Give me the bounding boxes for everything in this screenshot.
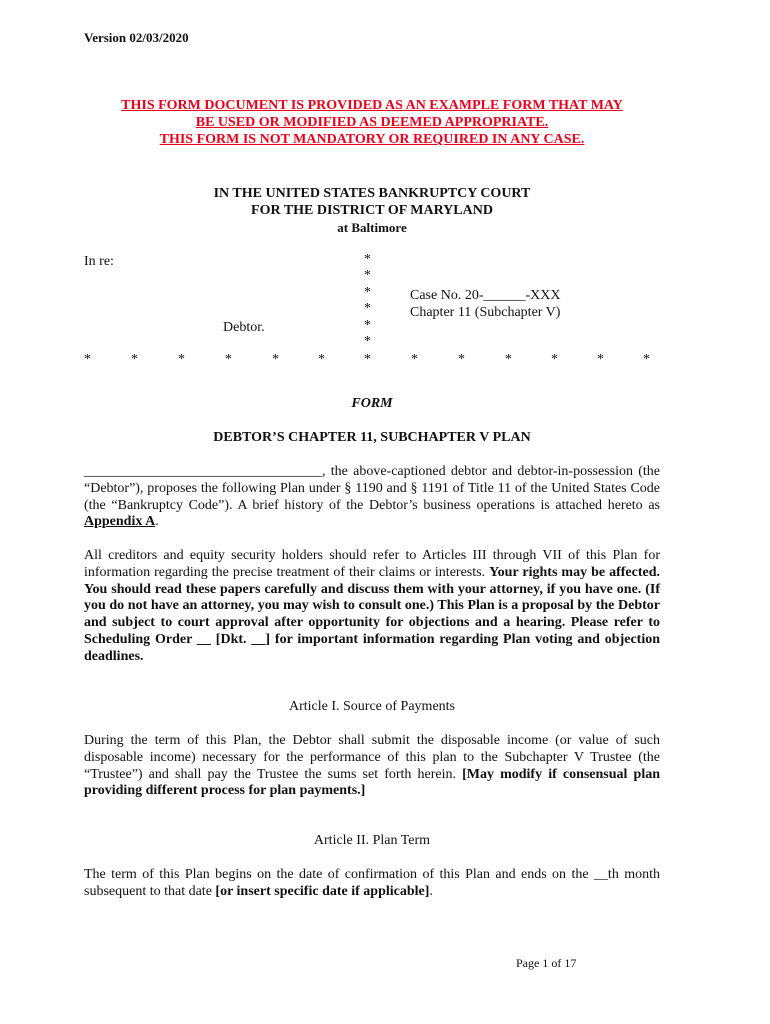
article-2-paragraph bbox=[84, 867, 660, 901]
intro-text: __________________________________, the above-captioned debtor and debtor-in-possession (the “Debtor”), proposes the following Plan under § 1190 and § 1191 of Title 11 of the United States Code (the “Bankruptcy Code”). A brief history of the Debtor’s business operations is attached hereto as bbox=[84, 464, 660, 513]
divider-star: * bbox=[318, 352, 325, 367]
divider-star: * bbox=[131, 352, 138, 367]
notice-line-2: BE USED OR MODIFIED AS DEEMED APPROPRIATE. bbox=[195, 115, 549, 130]
divider-star: * bbox=[505, 352, 512, 367]
in-re-label: In re: bbox=[84, 254, 114, 269]
article-2-heading: Article II. Plan Term bbox=[313, 833, 431, 848]
court-line-1: IN THE UNITED STATES BANKRUPTCY COURT bbox=[213, 186, 531, 201]
intro-paragraph bbox=[84, 464, 660, 531]
article-2-end: . bbox=[429, 883, 433, 899]
divider-star: * bbox=[364, 352, 371, 367]
divider-star: * bbox=[458, 352, 465, 367]
divider-star: * bbox=[84, 352, 91, 367]
creditors-paragraph bbox=[84, 548, 660, 666]
article-1-heading: Article I. Source of Payments bbox=[288, 699, 455, 714]
divider-star: * bbox=[364, 268, 371, 284]
divider-star: * bbox=[225, 352, 232, 367]
divider-star: * bbox=[643, 352, 650, 367]
article-2-text: The term of this Plan begins on the date of confirmation of this Plan and ends on the __th month subsequent to that date bbox=[84, 867, 660, 899]
divider-star: * bbox=[364, 317, 371, 333]
article-1-text: During the term of this Plan, the Debtor shall submit the disposable income (or value of such disposable income) necessary for the performance of this plan to the Subchapter V Trustee (the “Trustee”) and shall pay the Trustee the sums set forth herein. bbox=[84, 733, 660, 782]
divider-star: * bbox=[597, 352, 604, 367]
appendix-a-reference: Appendix A bbox=[84, 514, 156, 530]
rights-warning: Your rights may be affected. You should read these papers carefully and discuss them with your attorney, if you have one. (If you do not have an attorney, you may wish to consult one.) This Plan is a proposal by the Debtor and subject to court approval after opportunity for objections and a hearing. Please refer to Scheduling Order __ [Dkt. __] for important information regarding Plan voting and objection deadlines. bbox=[84, 564, 660, 664]
article-2-note: [or insert specific date if applicable] bbox=[215, 883, 430, 899]
divider-star: * bbox=[364, 252, 371, 267]
court-line-2: FOR THE DISTRICT OF MARYLAND bbox=[251, 203, 493, 218]
divider-star: * bbox=[364, 334, 371, 350]
example-form-notice bbox=[84, 97, 660, 148]
article-1-paragraph bbox=[84, 733, 660, 800]
court-heading bbox=[84, 185, 660, 236]
chapter-label: Chapter 11 (Subchapter V) bbox=[410, 305, 561, 320]
divider-star: * bbox=[411, 352, 418, 367]
notice-line-3: THIS FORM IS NOT MANDATORY OR REQUIRED IN ANY CASE. bbox=[159, 132, 585, 147]
debtor-label: Debtor. bbox=[223, 320, 265, 335]
article-1-note: [May modify if consensual plan providing different process for plan payments.] bbox=[84, 766, 661, 799]
plan-title: DEBTOR’S CHAPTER 11, SUBCHAPTER V PLAN bbox=[213, 430, 531, 445]
form-label: FORM bbox=[351, 396, 393, 411]
court-line-3: at Baltimore bbox=[337, 220, 407, 235]
version-label: Version 02/03/2020 bbox=[84, 30, 189, 45]
intro-end: . bbox=[155, 514, 159, 530]
divider-star: * bbox=[364, 301, 371, 317]
case-info bbox=[410, 287, 560, 321]
divider-star: * bbox=[178, 352, 185, 367]
case-number: Case No. 20-______-XXX bbox=[410, 288, 561, 303]
notice-line-1: THIS FORM DOCUMENT IS PROVIDED AS AN EXAMPLE FORM THAT MAY bbox=[121, 98, 623, 113]
divider-star: * bbox=[272, 352, 279, 367]
divider-star: * bbox=[364, 284, 371, 300]
divider-star: * bbox=[551, 352, 558, 367]
caption-divider-column bbox=[364, 252, 371, 350]
page-number: Page 1 of 17 bbox=[516, 956, 577, 970]
creditors-text: All creditors and equity security holders should refer to Articles III through VII of this Plan for information regarding the precise treatment of their claims or interests. bbox=[84, 548, 660, 580]
